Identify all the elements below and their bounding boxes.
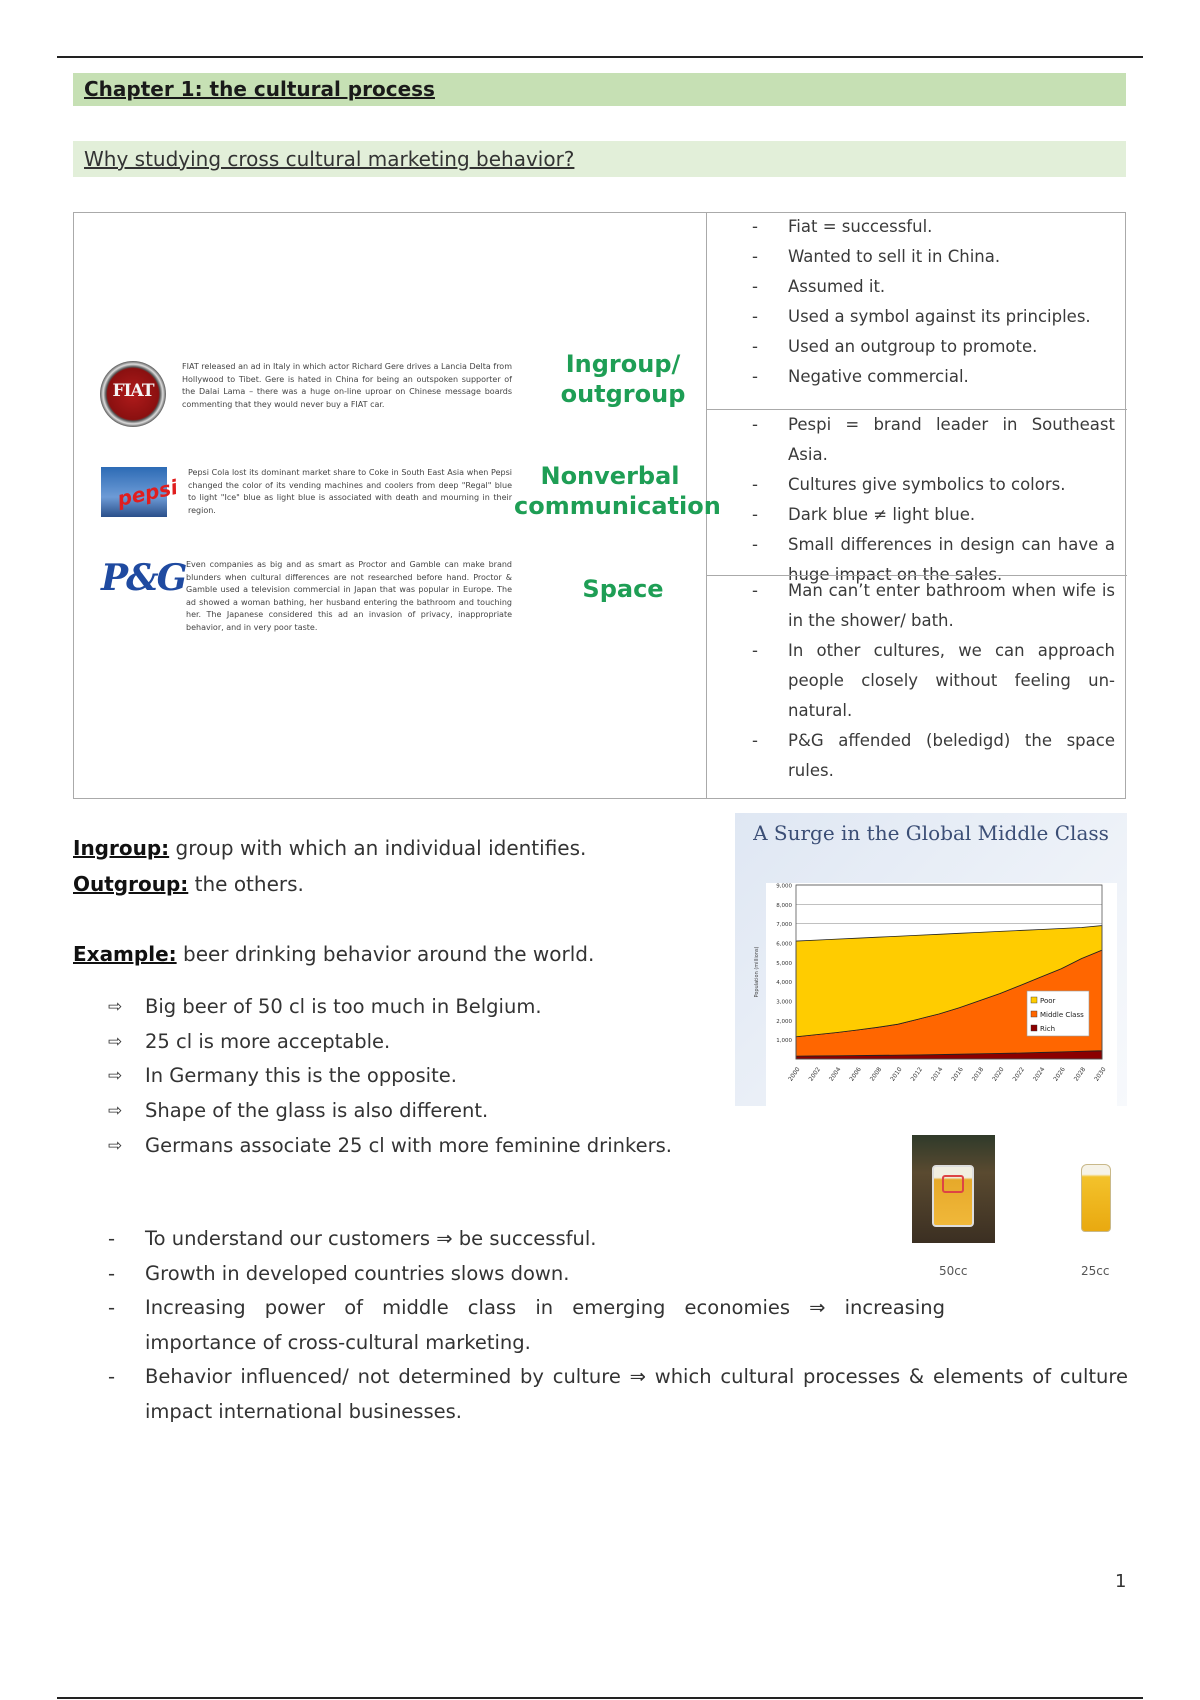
x-tick-label: 2004 (827, 1066, 843, 1083)
y-tick-label: 2,000 (776, 1018, 792, 1025)
reasons-list (108, 1222, 1128, 1429)
list-item: - Behavior influenced/ not determined by culture ⇒ which cultural processes & elements of culture impact international businesses. (108, 1360, 1128, 1429)
list-item: ⇨ Shape of the glass is also different. (108, 1094, 672, 1129)
y-tick-label: 6,000 (776, 941, 792, 948)
list-item: - Pespi = brand leader in Southeast Asia. (706, 410, 1115, 470)
list-item: - Used a symbol against its principles. (706, 302, 1115, 332)
case-table (73, 212, 1126, 799)
mug-logo (942, 1175, 964, 1193)
list-item: - Increasing power of middle class in emerging economies ⇒ increasing importance of cross-cultural marketing. (108, 1291, 945, 1360)
y-tick-label: 4,000 (776, 980, 792, 987)
pg-case-text: Even companies as big and as smart as Proctor and Gamble can make brand blunders when cultural differences are not researched before hand. Proctor & Gamble used a television commercial in Japan that was popular in Europe. The ad showed a woman bathing, her husband entering the bathroom and touching her. The Japanese considered this ad an invasion of privacy, inappropriate behavior, and in very poor taste. (186, 560, 512, 632)
fiat-notes (706, 212, 1127, 409)
x-tick-label: 2026 (1052, 1066, 1067, 1083)
list-item: - To understand our customers ⇒ be successful. (108, 1222, 1128, 1257)
list-item: - Small differences in design can have a huge impact on the sales. (706, 530, 1115, 590)
list-item: - Cultures give symbolics to colors. (706, 470, 1115, 500)
y-tick-label: 8,000 (776, 902, 792, 909)
x-tick-label: 2020 (991, 1066, 1006, 1083)
list-item: ⇨ In Germany this is the opposite. (108, 1059, 672, 1094)
x-tick-label: 2018 (970, 1066, 986, 1083)
top-rule (57, 56, 1143, 58)
legend-swatch (1031, 1011, 1037, 1017)
x-tick-label: 2022 (1011, 1066, 1027, 1083)
concept-space: Space (582, 575, 664, 603)
list-item: ⇨ 25 cl is more acceptable. (108, 1025, 672, 1060)
y-axis-label: Population (millions) (754, 946, 760, 998)
chart-plot (735, 813, 1127, 1106)
x-tick-label: 2002 (807, 1066, 823, 1083)
outgroup-definition: Outgroup: the others. (73, 872, 304, 896)
list-item: - Man can’t enter bathroom when wife is in the shower/ bath. (706, 576, 1115, 636)
x-tick-label: 2024 (1031, 1066, 1047, 1083)
x-tick-label: 2016 (950, 1066, 965, 1083)
bottom-rule (57, 1697, 1143, 1699)
list-item: - Wanted to sell it in China. (706, 242, 1115, 272)
legend-label: Poor (1040, 997, 1056, 1005)
y-tick-label: 9,000 (776, 883, 792, 890)
x-tick-label: 2014 (929, 1066, 945, 1083)
page-number: 1 (1115, 1571, 1127, 1592)
case-illustration-panel (74, 213, 721, 798)
chapter-heading-band (73, 73, 1126, 106)
pg-logo: P&G (101, 557, 186, 599)
list-item: - Growth in developed countries slows down. (108, 1257, 1128, 1292)
ingroup-definition: Ingroup: group with which an individual identifies. (73, 836, 587, 860)
list-item: - Fiat = successful. (706, 212, 1115, 242)
list-item: - Assumed it. (706, 272, 1115, 302)
pg-notes (706, 575, 1127, 800)
x-tick-label: 2030 (1093, 1066, 1108, 1083)
fiat-case-text: FIAT released an ad in Italy in which actor Richard Gere drives a Lancia Delta from Hollywood to Tibet. Gere is hated in China for being an outspoken supporter of the Dalai Lama – there was a huge on-line uproar on Chinese message boards commenting that they would never buy a FIAT car. (182, 362, 512, 409)
pils-caption: 25cc (1081, 1264, 1110, 1278)
x-tick-label: 2012 (909, 1066, 925, 1083)
legend-label: Rich (1040, 1025, 1056, 1033)
middle-class-chart (735, 813, 1127, 1106)
concept-ingroup-outgroup: Ingroup/ outgroup (560, 350, 686, 408)
x-tick-label: 2008 (868, 1066, 884, 1083)
list-item: - Dark blue ≠ light blue. (706, 500, 1115, 530)
list-item: - Negative commercial. (706, 362, 1115, 392)
list-item: ⇨ Big beer of 50 cl is too much in Belgium. (108, 990, 672, 1025)
y-tick-label: 7,000 (776, 922, 792, 929)
pepsi-notes (706, 409, 1127, 584)
y-tick-label: 5,000 (776, 960, 792, 967)
legend-label: Middle Class (1040, 1011, 1084, 1019)
concept-nonverbal-communication: Nonverbal communication (514, 462, 721, 520)
pepsi-logo: pepsi (101, 467, 167, 517)
section-title: Why studying cross cultural marketing behavior? (84, 147, 575, 171)
pepsi-case-text: Pepsi Cola lost its dominant market share to Coke in South East Asia when Pepsi changed the color of its vending machines and coolers from deep "Regal" blue to light "Ice" blue as light blue is associated with death and mourning in their region. (188, 468, 512, 515)
chart-title: A Surge in the Global Middle Class (753, 821, 1109, 845)
example-line: Example: beer drinking behavior around the world. (73, 942, 595, 966)
x-tick-label: 2028 (1072, 1066, 1088, 1083)
chapter-title: Chapter 1: the cultural process (84, 77, 435, 101)
list-item: ⇨ Germans associate 25 cl with more feminine drinkers. (108, 1129, 672, 1164)
y-tick-label: 1,000 (776, 1038, 792, 1045)
section-heading-band (73, 141, 1126, 177)
x-tick-label: 2006 (848, 1066, 863, 1083)
list-item: - In other cultures, we can approach people closely without feeling un-natural. (706, 636, 1115, 726)
x-tick-label: 2000 (787, 1066, 802, 1083)
y-tick-label: 3,000 (776, 999, 792, 1006)
fiat-logo: FIAT (100, 361, 166, 427)
x-tick-label: 2010 (889, 1066, 904, 1083)
mug-caption: 50cc (939, 1264, 968, 1278)
legend-swatch (1031, 997, 1037, 1003)
list-item: - P&G affended (beledigd) the space rules. (706, 726, 1115, 786)
list-item: - Used an outgroup to promote. (706, 332, 1115, 362)
example-points (108, 990, 672, 1164)
legend-swatch (1031, 1025, 1037, 1031)
